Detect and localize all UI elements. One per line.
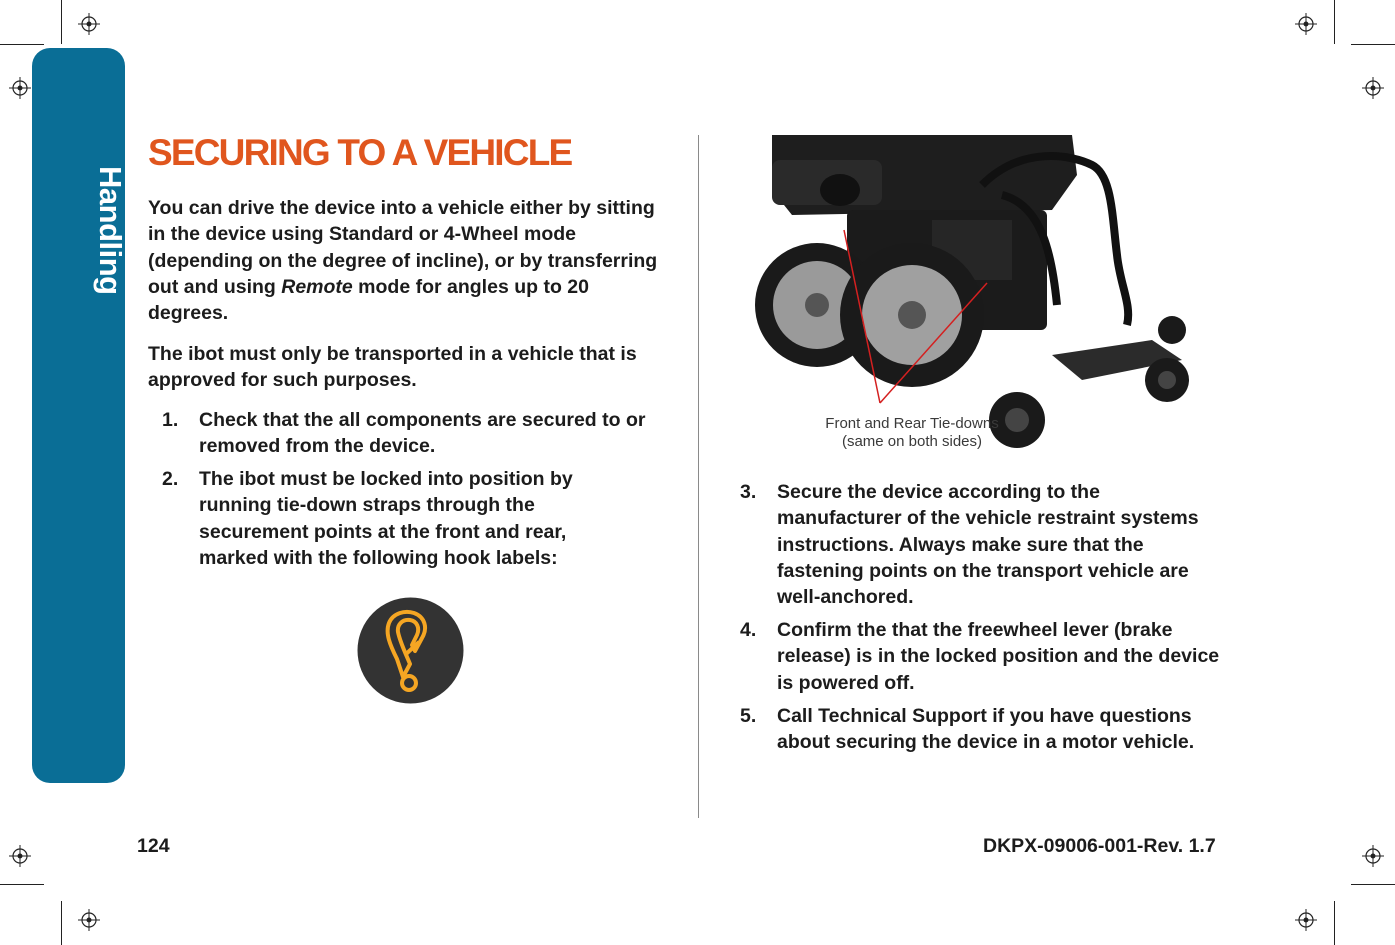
crop-mark [1351, 44, 1395, 45]
registration-mark-icon [1295, 13, 1317, 35]
section-tab [32, 48, 128, 783]
wheelchair-photo [752, 135, 1222, 455]
registration-mark-icon [78, 909, 100, 931]
list-item-text: Secure the device according to the manufacturer of the vehicle restraint systems instructions. Always make sure that the fastening points on the transport vehicle are well-anchored. [777, 481, 1199, 609]
list-item-number: 4. [740, 619, 757, 641]
page-title: SECURING TO A VEHICLE [148, 132, 572, 173]
document-id: DKPX-09006-001-Rev. 1.7 [983, 835, 1216, 857]
registration-mark-icon [1362, 77, 1384, 99]
list-item-text: Confirm the that the freewheel lever (brake release) is in the locked position and the device is powered off. [777, 619, 1220, 694]
registration-mark-icon [78, 13, 100, 35]
transport-paragraph: The ibot must only be transported in a vehicle that is approved for such purposes. [148, 343, 637, 392]
intro-text: You can drive the device into a vehicle either by sitting in the device using Standard or 4-Wheel mode (depending on the degree of incline), or by transferring out and using [148, 197, 658, 298]
crop-mark [1334, 901, 1335, 945]
intro-paragraph [148, 195, 668, 326]
photo-caption [792, 415, 1032, 451]
registration-mark-icon [1362, 845, 1384, 867]
list-item-text: Check that the all components are secured to or removed from the device. [199, 409, 646, 458]
section-tab-label: Handling [93, 166, 128, 295]
list-item-number: 1. [162, 409, 179, 431]
tie-down-hook-icon [357, 597, 464, 704]
intro-text-end: mode for angles up to 20 degrees. [148, 275, 589, 325]
column-divider [698, 135, 699, 818]
wheelchair-illustration [752, 135, 1222, 455]
photo-caption-line1: Front and Rear Tie-downs [825, 415, 999, 432]
crop-mark [61, 0, 62, 44]
list-item-text: The ibot must be locked into position by running tie-down straps through the securement points at the front and rear, marked with the following hook labels: [199, 468, 573, 569]
registration-mark-icon [9, 845, 31, 867]
list-item-text: Call Technical Support if you have questions about securing the device in a motor vehicle. [777, 705, 1195, 754]
registration-mark-icon [9, 77, 31, 99]
crop-mark [0, 44, 44, 45]
list-item-number: 5. [740, 705, 757, 727]
page-number: 124 [137, 835, 170, 857]
crop-mark [61, 901, 62, 945]
photo-caption-line2: (same on both sides) [841, 433, 983, 450]
registration-mark-icon [1295, 909, 1317, 931]
list-item-number: 2. [162, 468, 179, 490]
crop-mark [1351, 884, 1395, 885]
list-item-number: 3. [740, 481, 757, 503]
crop-mark [0, 884, 44, 885]
crop-mark [1334, 0, 1335, 44]
remote-mode-text: Remote [281, 275, 353, 298]
